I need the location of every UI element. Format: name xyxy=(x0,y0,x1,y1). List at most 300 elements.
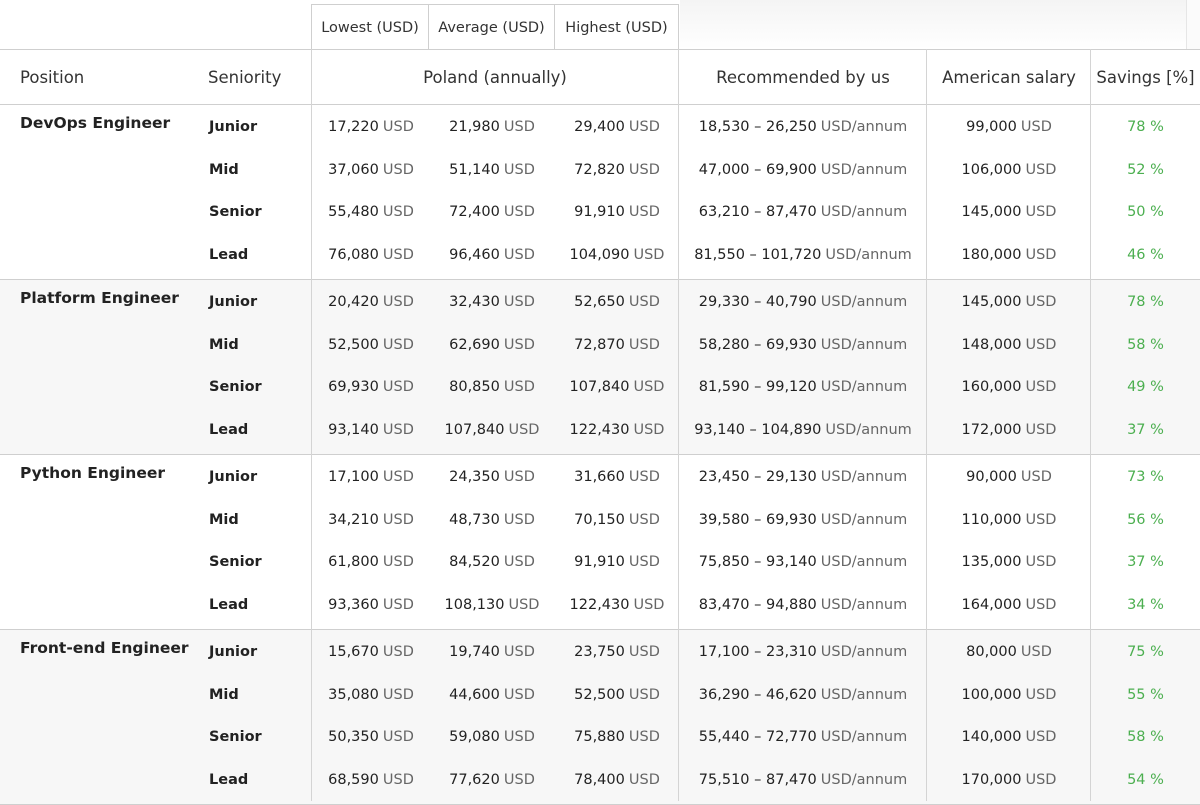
currency-unit: USD xyxy=(1025,511,1057,528)
table-row xyxy=(0,149,1200,192)
currency-unit: USD xyxy=(503,379,535,396)
savings-value: 56 % xyxy=(1127,511,1164,528)
american-salary-cell xyxy=(927,499,1091,542)
currency-unit: USD xyxy=(633,597,665,614)
savings-value: 37 % xyxy=(1127,554,1164,571)
header-poland: Poland (annually) xyxy=(423,68,567,87)
lowest-cell xyxy=(312,366,430,409)
lowest-cell xyxy=(312,499,430,542)
savings-cell xyxy=(1091,759,1200,802)
table-row xyxy=(0,631,1200,674)
savings-cell xyxy=(1091,541,1200,584)
american-salary-value: 100,000 xyxy=(961,686,1022,703)
american-salary-cell xyxy=(927,234,1091,277)
currency-unit: USD xyxy=(628,554,660,571)
average-cell xyxy=(429,759,555,802)
highest-cell xyxy=(555,674,679,717)
lowest-cell xyxy=(312,631,430,674)
savings-cell xyxy=(1091,584,1200,627)
currency-unit: USD xyxy=(1025,336,1057,353)
savings-value: 58 % xyxy=(1127,729,1164,746)
seniority-label: Mid xyxy=(209,336,239,353)
currency-unit: USD xyxy=(1020,469,1052,486)
seniority-cell xyxy=(209,409,309,452)
highest-value: 91,910 xyxy=(574,554,625,571)
lowest-value: 17,100 xyxy=(328,469,379,486)
savings-cell xyxy=(1091,191,1200,234)
highest-cell xyxy=(555,106,679,149)
seniority-label: Lead xyxy=(209,597,249,614)
header-savings: Savings [%] xyxy=(1096,68,1195,87)
currency-unit: USD xyxy=(1020,119,1052,136)
seniority-label: Junior xyxy=(209,469,258,486)
table-row xyxy=(0,716,1200,759)
highest-cell xyxy=(555,584,679,627)
lowest-cell xyxy=(312,149,430,192)
currency-unit: USD xyxy=(508,597,540,614)
header-american-salary: American salary xyxy=(942,68,1076,87)
currency-unit: USD xyxy=(503,644,535,661)
currency-unit: USD xyxy=(1025,597,1057,614)
currency-unit: USD xyxy=(503,119,535,136)
savings-value: 55 % xyxy=(1127,686,1164,703)
currency-unit: USD xyxy=(1020,644,1052,661)
american-salary-value: 145,000 xyxy=(961,294,1022,311)
lowest-value: 55,480 xyxy=(328,204,379,221)
savings-value: 37 % xyxy=(1127,422,1164,439)
currency-unit: USD xyxy=(503,511,535,528)
table-row xyxy=(0,584,1200,627)
lowest-cell xyxy=(312,106,430,149)
seniority-cell xyxy=(209,281,309,324)
lowest-cell xyxy=(312,281,430,324)
seniority-label: Senior xyxy=(209,204,262,221)
average-cell xyxy=(429,324,555,367)
american-salary-cell xyxy=(927,631,1091,674)
average-cell xyxy=(429,716,555,759)
american-salary-cell xyxy=(927,584,1091,627)
seniority-cell xyxy=(209,234,309,277)
savings-cell xyxy=(1091,366,1200,409)
average-value: 59,080 xyxy=(449,729,500,746)
position-group xyxy=(0,630,1200,805)
highest-cell xyxy=(555,234,679,277)
highest-value: 75,880 xyxy=(574,729,625,746)
currency-unit: USD/annum xyxy=(820,119,908,136)
lowest-value: 61,800 xyxy=(328,554,379,571)
savings-cell xyxy=(1091,106,1200,149)
american-salary-cell xyxy=(927,456,1091,499)
seniority-cell xyxy=(209,149,309,192)
lowest-value: 34,210 xyxy=(328,511,379,528)
currency-unit: USD xyxy=(633,379,665,396)
position-group xyxy=(0,105,1200,280)
currency-unit: USD xyxy=(382,686,414,703)
currency-unit: USD xyxy=(382,204,414,221)
average-value: 21,980 xyxy=(449,119,500,136)
lowest-cell xyxy=(312,674,430,717)
seniority-cell xyxy=(209,541,309,584)
seniority-cell xyxy=(209,716,309,759)
currency-unit: USD xyxy=(628,119,660,136)
recommended-cell xyxy=(679,631,927,674)
recommended-range: 81,550 – 101,720 xyxy=(694,247,822,264)
currency-unit: USD xyxy=(633,247,665,264)
savings-value: 34 % xyxy=(1127,597,1164,614)
recommended-cell xyxy=(679,234,927,277)
savings-value: 46 % xyxy=(1127,247,1164,264)
currency-unit: USD xyxy=(382,597,414,614)
recommended-range: 58,280 – 69,930 xyxy=(698,336,817,353)
currency-unit: USD xyxy=(1025,554,1057,571)
column-divider xyxy=(311,49,312,801)
currency-unit: USD xyxy=(628,469,660,486)
average-cell xyxy=(429,409,555,452)
table-row xyxy=(0,366,1200,409)
currency-unit: USD/annum xyxy=(820,204,908,221)
seniority-cell xyxy=(209,456,309,499)
recommended-range: 75,850 – 93,140 xyxy=(698,554,817,571)
column-divider xyxy=(1090,49,1091,801)
lowest-value: 37,060 xyxy=(328,161,379,178)
currency-unit: USD/annum xyxy=(820,469,908,486)
column-divider xyxy=(926,49,927,801)
recommended-range: 17,100 – 23,310 xyxy=(698,644,817,661)
highest-cell xyxy=(555,631,679,674)
recommended-range: 39,580 – 69,930 xyxy=(698,511,817,528)
recommended-range: 83,470 – 94,880 xyxy=(698,597,817,614)
average-value: 96,460 xyxy=(449,247,500,264)
recommended-range: 47,000 – 69,900 xyxy=(698,161,817,178)
table-row xyxy=(0,234,1200,277)
recommended-cell xyxy=(679,409,927,452)
currency-unit: USD xyxy=(382,772,414,789)
currency-unit: USD xyxy=(382,729,414,746)
average-value: 84,520 xyxy=(449,554,500,571)
table-row xyxy=(0,106,1200,149)
currency-unit: USD xyxy=(503,294,535,311)
currency-unit: USD/annum xyxy=(820,161,908,178)
currency-unit: USD xyxy=(1025,204,1057,221)
position-name: Front-end Engineer xyxy=(20,639,189,657)
header-recommended: Recommended by us xyxy=(716,68,890,87)
american-salary-value: 99,000 xyxy=(966,119,1017,136)
currency-unit: USD/annum xyxy=(820,686,908,703)
currency-unit: USD xyxy=(628,161,660,178)
recommended-cell xyxy=(679,366,927,409)
highest-cell xyxy=(555,759,679,802)
column-divider xyxy=(678,49,679,801)
savings-value: 49 % xyxy=(1127,379,1164,396)
american-salary-value: 172,000 xyxy=(961,422,1022,439)
table-row xyxy=(0,674,1200,717)
savings-value: 73 % xyxy=(1127,469,1164,486)
highest-cell xyxy=(555,541,679,584)
average-cell xyxy=(429,149,555,192)
highest-cell xyxy=(555,191,679,234)
recommended-range: 29,330 – 40,790 xyxy=(698,294,817,311)
average-cell xyxy=(429,234,555,277)
lowest-value: 50,350 xyxy=(328,729,379,746)
currency-unit: USD xyxy=(1025,161,1057,178)
table-row xyxy=(0,456,1200,499)
recommended-cell xyxy=(679,716,927,759)
position-name: Python Engineer xyxy=(20,464,166,482)
american-salary-value: 90,000 xyxy=(966,469,1017,486)
savings-cell xyxy=(1091,631,1200,674)
scrollbar[interactable] xyxy=(1186,0,1200,49)
table-row xyxy=(0,541,1200,584)
position-group xyxy=(0,280,1200,455)
currency-unit: USD xyxy=(1025,422,1057,439)
recommended-range: 55,440 – 72,770 xyxy=(698,729,817,746)
recommended-cell xyxy=(679,191,927,234)
american-salary-value: 135,000 xyxy=(961,554,1022,571)
currency-unit: USD xyxy=(382,644,414,661)
recommended-range: 93,140 – 104,890 xyxy=(694,422,822,439)
currency-unit: USD/annum xyxy=(820,511,908,528)
currency-unit: USD xyxy=(508,422,540,439)
currency-unit: USD xyxy=(628,294,660,311)
highest-cell xyxy=(555,324,679,367)
highest-value: 104,090 xyxy=(569,247,630,264)
seniority-cell xyxy=(209,324,309,367)
american-salary-cell xyxy=(927,106,1091,149)
subheader-highest: Highest (USD) xyxy=(554,4,679,50)
lowest-cell xyxy=(312,191,430,234)
currency-unit: USD xyxy=(628,772,660,789)
average-value: 108,130 xyxy=(444,597,505,614)
american-salary-cell xyxy=(927,281,1091,324)
seniority-cell xyxy=(209,631,309,674)
currency-unit: USD xyxy=(382,247,414,264)
lowest-cell xyxy=(312,234,430,277)
lowest-cell xyxy=(312,541,430,584)
lowest-cell xyxy=(312,584,430,627)
highest-value: 122,430 xyxy=(569,597,630,614)
lowest-value: 93,360 xyxy=(328,597,379,614)
currency-unit: USD xyxy=(382,379,414,396)
recommended-cell xyxy=(679,499,927,542)
recommended-range: 18,530 – 26,250 xyxy=(698,119,817,136)
american-salary-value: 164,000 xyxy=(961,597,1022,614)
average-cell xyxy=(429,631,555,674)
average-value: 51,140 xyxy=(449,161,500,178)
seniority-label: Senior xyxy=(209,554,262,571)
currency-unit: USD xyxy=(503,204,535,221)
highest-value: 70,150 xyxy=(574,511,625,528)
currency-unit: USD xyxy=(503,729,535,746)
highest-cell xyxy=(555,409,679,452)
currency-unit: USD xyxy=(382,336,414,353)
american-salary-value: 110,000 xyxy=(961,511,1022,528)
american-salary-value: 160,000 xyxy=(961,379,1022,396)
highest-cell xyxy=(555,716,679,759)
average-value: 77,620 xyxy=(449,772,500,789)
american-salary-cell xyxy=(927,759,1091,802)
lowest-value: 17,220 xyxy=(328,119,379,136)
lowest-value: 15,670 xyxy=(328,644,379,661)
average-cell xyxy=(429,191,555,234)
american-salary-cell xyxy=(927,324,1091,367)
currency-unit: USD xyxy=(628,729,660,746)
recommended-cell xyxy=(679,674,927,717)
average-value: 62,690 xyxy=(449,336,500,353)
currency-unit: USD xyxy=(382,469,414,486)
lowest-value: 76,080 xyxy=(328,247,379,264)
savings-value: 58 % xyxy=(1127,336,1164,353)
position-group xyxy=(0,455,1200,630)
savings-value: 78 % xyxy=(1127,119,1164,136)
average-cell xyxy=(429,499,555,542)
recommended-cell xyxy=(679,106,927,149)
average-cell xyxy=(429,366,555,409)
average-cell xyxy=(429,456,555,499)
recommended-range: 81,590 – 99,120 xyxy=(698,379,817,396)
currency-unit: USD/annum xyxy=(820,294,908,311)
seniority-cell xyxy=(209,106,309,149)
american-salary-value: 145,000 xyxy=(961,204,1022,221)
currency-unit: USD/annum xyxy=(825,247,912,264)
highest-value: 52,500 xyxy=(574,686,625,703)
currency-unit: USD xyxy=(382,511,414,528)
american-salary-cell xyxy=(927,366,1091,409)
lowest-value: 93,140 xyxy=(328,422,379,439)
seniority-label: Senior xyxy=(209,729,262,746)
average-cell xyxy=(429,674,555,717)
currency-unit: USD xyxy=(628,204,660,221)
table-row xyxy=(0,191,1200,234)
seniority-label: Lead xyxy=(209,422,249,439)
average-value: 107,840 xyxy=(444,422,505,439)
american-salary-value: 148,000 xyxy=(961,336,1022,353)
highest-value: 31,660 xyxy=(574,469,625,486)
header-seniority: Seniority xyxy=(208,68,282,87)
seniority-label: Senior xyxy=(209,379,262,396)
recommended-cell xyxy=(679,759,927,802)
savings-value: 75 % xyxy=(1127,644,1164,661)
table-header xyxy=(0,49,1200,105)
savings-cell xyxy=(1091,324,1200,367)
currency-unit: USD xyxy=(1025,247,1057,264)
american-salary-cell xyxy=(927,409,1091,452)
lowest-cell xyxy=(312,716,430,759)
recommended-cell xyxy=(679,541,927,584)
american-salary-value: 140,000 xyxy=(961,729,1022,746)
table-row xyxy=(0,409,1200,452)
highest-cell xyxy=(555,366,679,409)
lowest-value: 69,930 xyxy=(328,379,379,396)
savings-cell xyxy=(1091,674,1200,717)
average-value: 24,350 xyxy=(449,469,500,486)
savings-value: 52 % xyxy=(1127,161,1164,178)
currency-unit: USD xyxy=(503,336,535,353)
currency-unit: USD xyxy=(1025,772,1057,789)
american-salary-value: 80,000 xyxy=(966,644,1017,661)
position-name: Platform Engineer xyxy=(20,289,179,307)
currency-unit: USD xyxy=(503,247,535,264)
lowest-cell xyxy=(312,759,430,802)
savings-value: 50 % xyxy=(1127,204,1164,221)
average-cell xyxy=(429,541,555,584)
lowest-value: 68,590 xyxy=(328,772,379,789)
lowest-value: 52,500 xyxy=(328,336,379,353)
average-cell xyxy=(429,281,555,324)
seniority-label: Mid xyxy=(209,686,239,703)
recommended-cell xyxy=(679,456,927,499)
highest-value: 72,870 xyxy=(574,336,625,353)
seniority-cell xyxy=(209,584,309,627)
currency-unit: USD xyxy=(382,422,414,439)
currency-unit: USD xyxy=(382,161,414,178)
currency-unit: USD xyxy=(503,554,535,571)
highest-value: 107,840 xyxy=(569,379,630,396)
highest-value: 72,820 xyxy=(574,161,625,178)
recommended-cell xyxy=(679,149,927,192)
currency-unit: USD xyxy=(628,686,660,703)
savings-cell xyxy=(1091,716,1200,759)
average-value: 80,850 xyxy=(449,379,500,396)
position-name: DevOps Engineer xyxy=(20,114,171,132)
average-value: 48,730 xyxy=(449,511,500,528)
currency-unit: USD xyxy=(382,554,414,571)
table-row xyxy=(0,759,1200,802)
currency-unit: USD xyxy=(503,469,535,486)
savings-cell xyxy=(1091,149,1200,192)
currency-unit: USD xyxy=(1025,294,1057,311)
currency-unit: USD/annum xyxy=(825,422,912,439)
seniority-label: Lead xyxy=(209,772,249,789)
lowest-cell xyxy=(312,456,430,499)
highest-cell xyxy=(555,499,679,542)
lowest-cell xyxy=(312,324,430,367)
subheader-lowest: Lowest (USD) xyxy=(311,4,429,50)
average-value: 44,600 xyxy=(449,686,500,703)
seniority-cell xyxy=(209,499,309,542)
american-salary-value: 180,000 xyxy=(961,247,1022,264)
header-position: Position xyxy=(20,68,85,87)
savings-value: 54 % xyxy=(1127,772,1164,789)
american-salary-cell xyxy=(927,716,1091,759)
american-salary-cell xyxy=(927,674,1091,717)
currency-unit: USD xyxy=(628,336,660,353)
seniority-label: Lead xyxy=(209,247,249,264)
american-salary-value: 106,000 xyxy=(961,161,1022,178)
average-value: 32,430 xyxy=(449,294,500,311)
seniority-label: Mid xyxy=(209,511,239,528)
average-value: 72,400 xyxy=(449,204,500,221)
savings-value: 78 % xyxy=(1127,294,1164,311)
highest-cell xyxy=(555,456,679,499)
currency-unit: USD xyxy=(1025,379,1057,396)
seniority-label: Junior xyxy=(209,119,258,136)
currency-unit: USD/annum xyxy=(820,772,908,789)
currency-unit: USD xyxy=(628,511,660,528)
currency-unit: USD xyxy=(1025,729,1057,746)
subheader-average: Average (USD) xyxy=(428,4,555,50)
currency-unit: USD xyxy=(633,422,665,439)
lowest-value: 20,420 xyxy=(328,294,379,311)
currency-unit: USD xyxy=(382,294,414,311)
currency-unit: USD/annum xyxy=(820,336,908,353)
average-cell xyxy=(429,106,555,149)
recommended-cell xyxy=(679,324,927,367)
highest-value: 52,650 xyxy=(574,294,625,311)
highest-cell xyxy=(555,149,679,192)
currency-unit: USD/annum xyxy=(820,644,908,661)
seniority-label: Junior xyxy=(209,294,258,311)
savings-cell xyxy=(1091,281,1200,324)
